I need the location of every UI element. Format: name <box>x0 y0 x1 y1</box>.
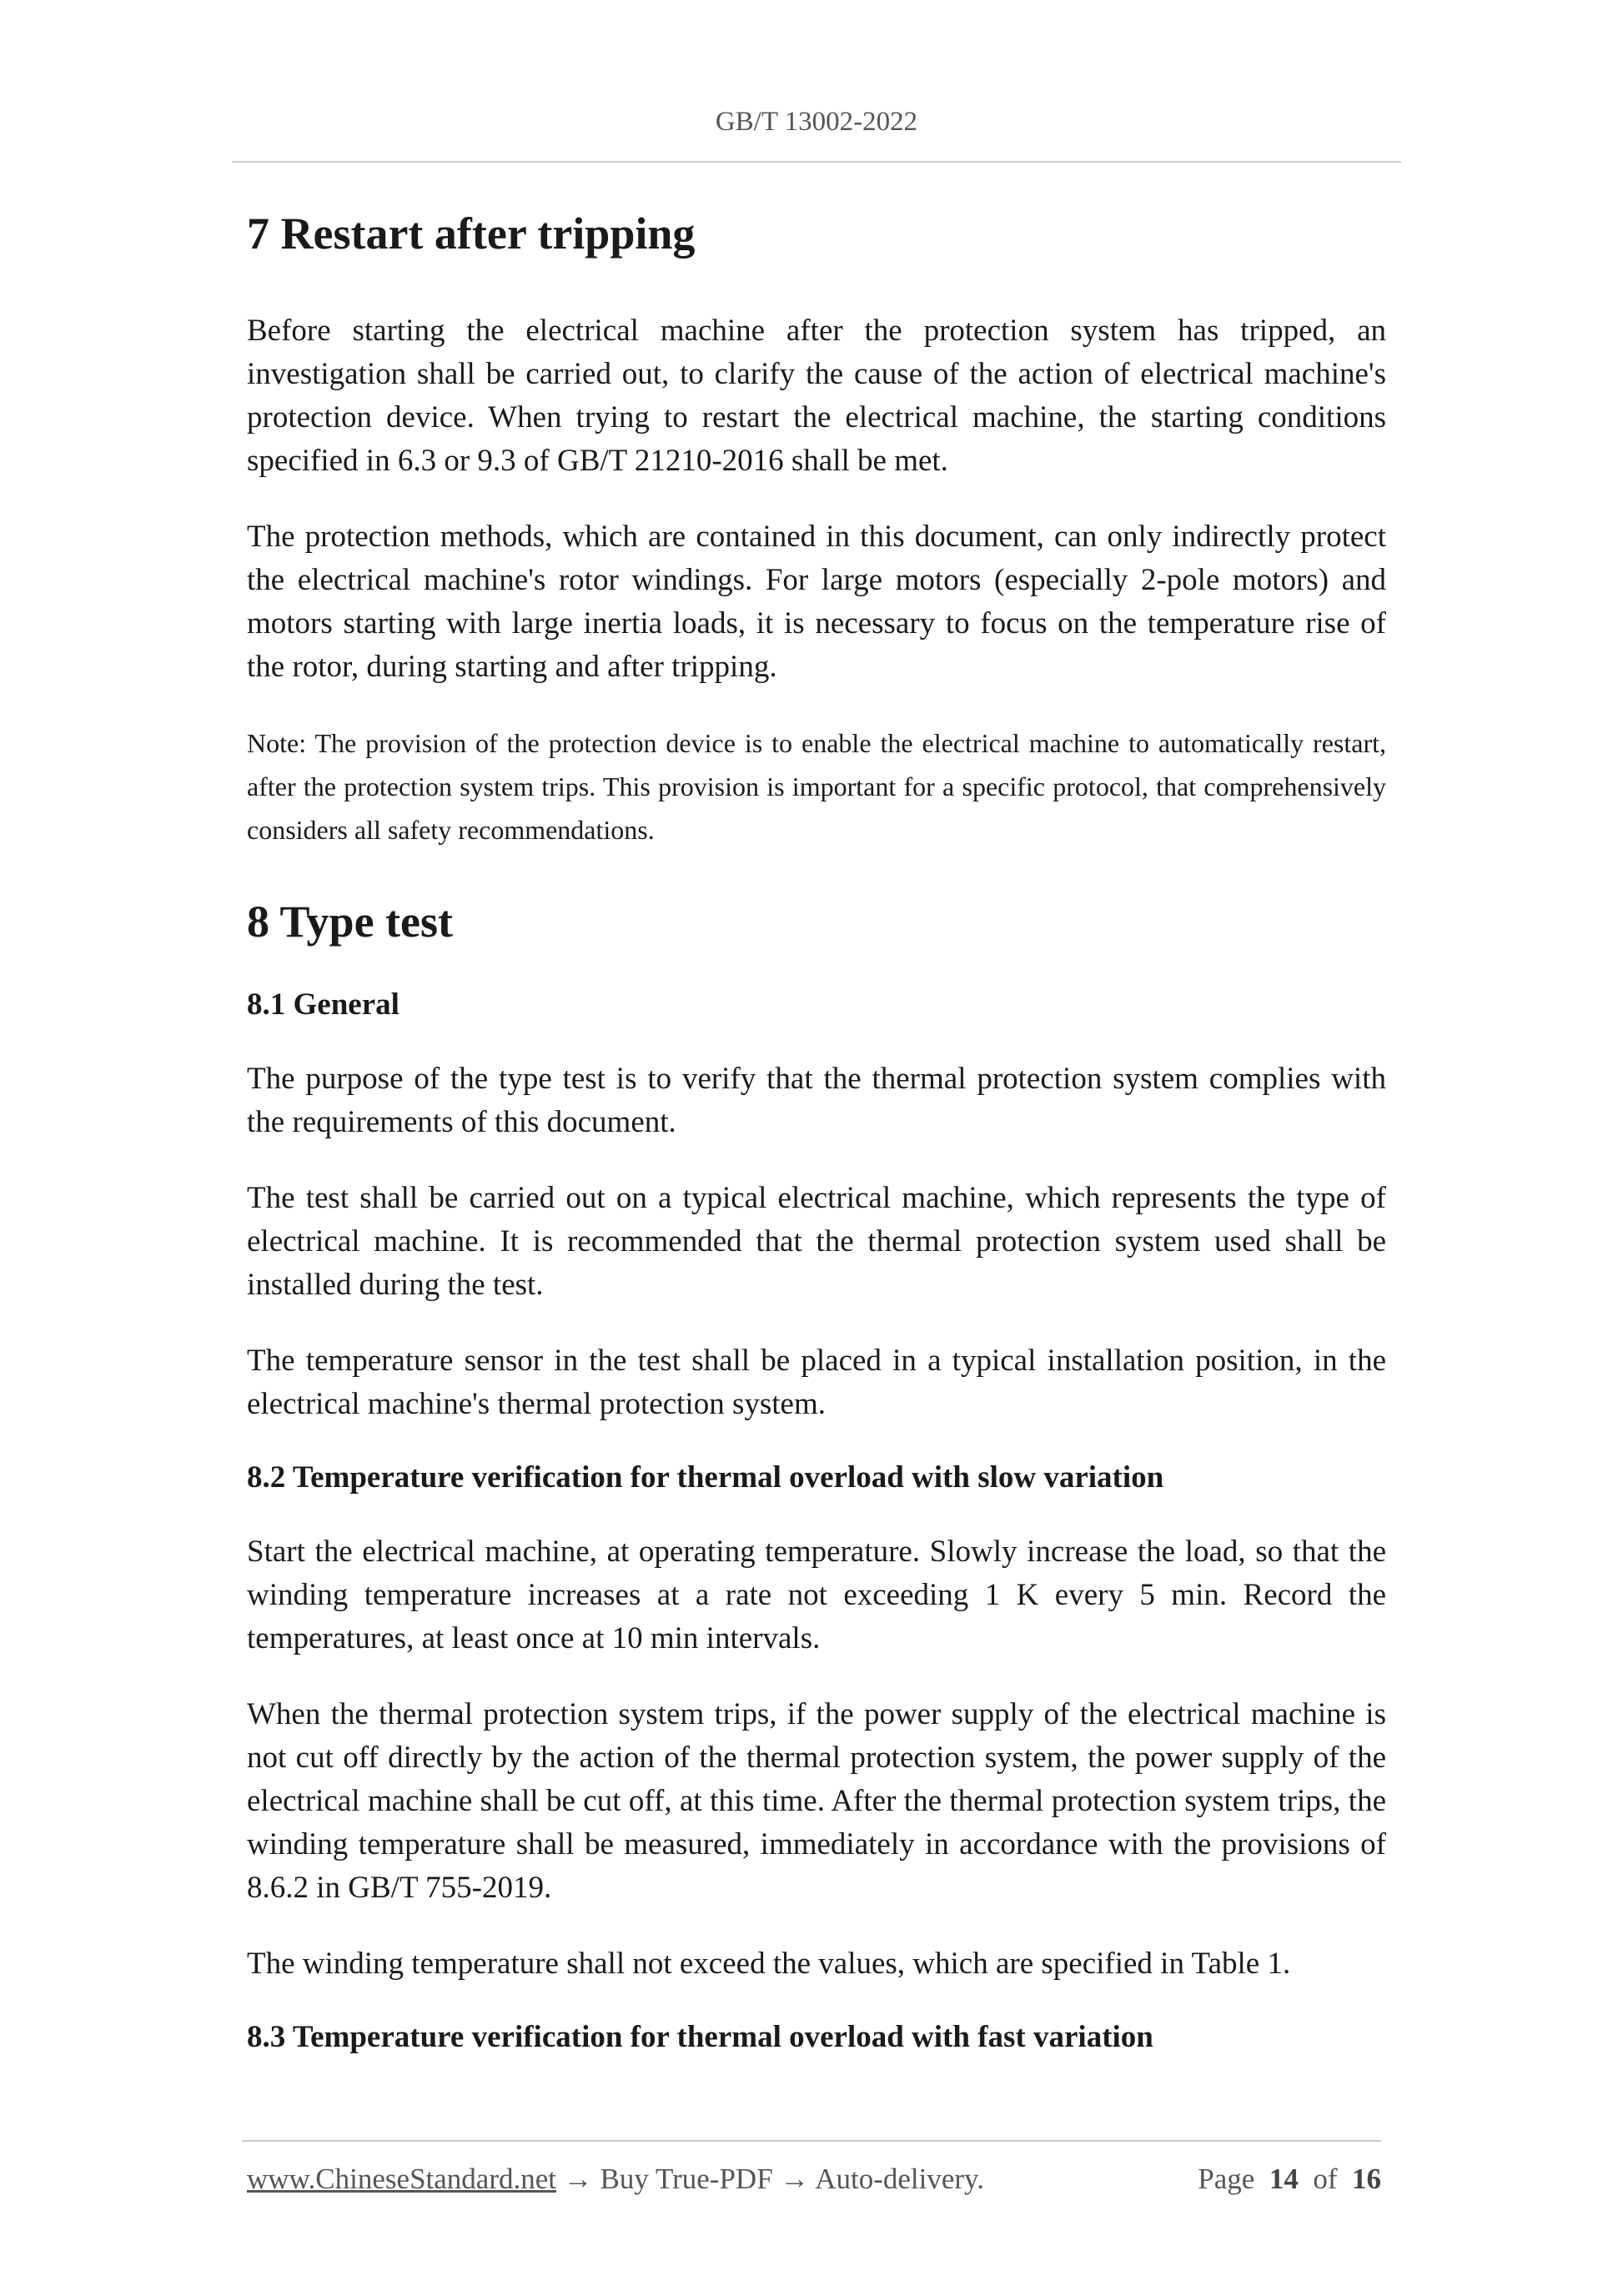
section-8-2-paragraph: When the thermal protection system trips, if the power supply of the electrical machine is not cut off directly by the action of the thermal protection system, the power supply of the electrical machine shall be cut off, at this time. After the thermal protection system trips, the winding temperature shall be measured, immediately in accordance with the provisions of 8.6.2 in GB/T 755-2019. <box>247 1697 1386 1906</box>
footer-promo-text: → Buy True-PDF → Auto-delivery. <box>556 2163 985 2195</box>
section-8-1-paragraph: The test shall be carried out on a typical electrical machine, which represents the type of electrical machine. It is recommended that the thermal protection system used shall be installed during the test. <box>247 1180 1386 1302</box>
page-indicator <box>1198 2163 1381 2196</box>
website-link[interactable]: www.ChineseStandard.net <box>247 2163 556 2195</box>
section-8-2-paragraph: The winding temperature shall not exceed the values, which are specified in Table 1. <box>247 1947 1291 1982</box>
section-7-heading: 7 Restart after tripping <box>247 208 696 259</box>
section-8-2-heading: 8.2 Temperature verification for thermal overload with slow variation <box>247 1459 1164 1495</box>
section-8-2-paragraph: Start the electrical machine, at operating temperature. Slowly increase the load, so that the winding temperature increases at a rate not exceeding 1 K every 5 min. Record the temperatures, at least once at 10 min intervals. <box>247 1535 1386 1656</box>
section-7-note: Note: The provision of the protection device is to enable the electrical machine to automatically restart, after the protection system trips. This provision is important for a specific protocol, that comprehensively considers all safety recommendations. <box>247 727 1386 845</box>
section-8-1-paragraph: The temperature sensor in the test shall be placed in a typical installation position, in the electrical machine's thermal protection system. <box>247 1343 1386 1421</box>
section-8-heading: 8 Type test <box>247 896 453 947</box>
section-8-1-heading: 8.1 General <box>247 987 399 1022</box>
document-header: GB/T 13002-2022 <box>715 107 918 137</box>
of-word: of <box>1313 2163 1338 2195</box>
section-7-paragraph: The protection methods, which are contained in this document, can only indirectly protect the electrical machine's rotor windings. For large motors (especially 2-pole motors) and motors starting with large inertia loads, it is necessary to focus on the temperature rise of the rotor, during starting and after tripping. <box>247 519 1386 684</box>
total-pages-number: 16 <box>1352 2163 1381 2195</box>
page-content <box>247 207 1386 2090</box>
section-7-paragraph: Before starting the electrical machine after the protection system has tripped, an investigation shall be carried out, to clarify the cause of the action of electrical machine's protection device. When trying to restart the electrical machine, the starting conditions specified in 6.3 or 9.3 of GB/T 21210-2016 shall be met. <box>247 313 1386 478</box>
page-word: Page <box>1198 2163 1255 2195</box>
section-8-1-paragraph: The purpose of the type test is to verify that the thermal protection system complies with the requirements of this document. <box>247 1061 1386 1139</box>
current-page-number: 14 <box>1269 2163 1299 2195</box>
section-8-3-heading: 8.3 Temperature verification for thermal overload with fast variation <box>247 2020 1153 2055</box>
header-divider <box>232 161 1401 163</box>
footer-promo <box>247 2163 984 2196</box>
page-footer <box>247 2163 1381 2196</box>
footer-divider <box>242 2140 1381 2142</box>
